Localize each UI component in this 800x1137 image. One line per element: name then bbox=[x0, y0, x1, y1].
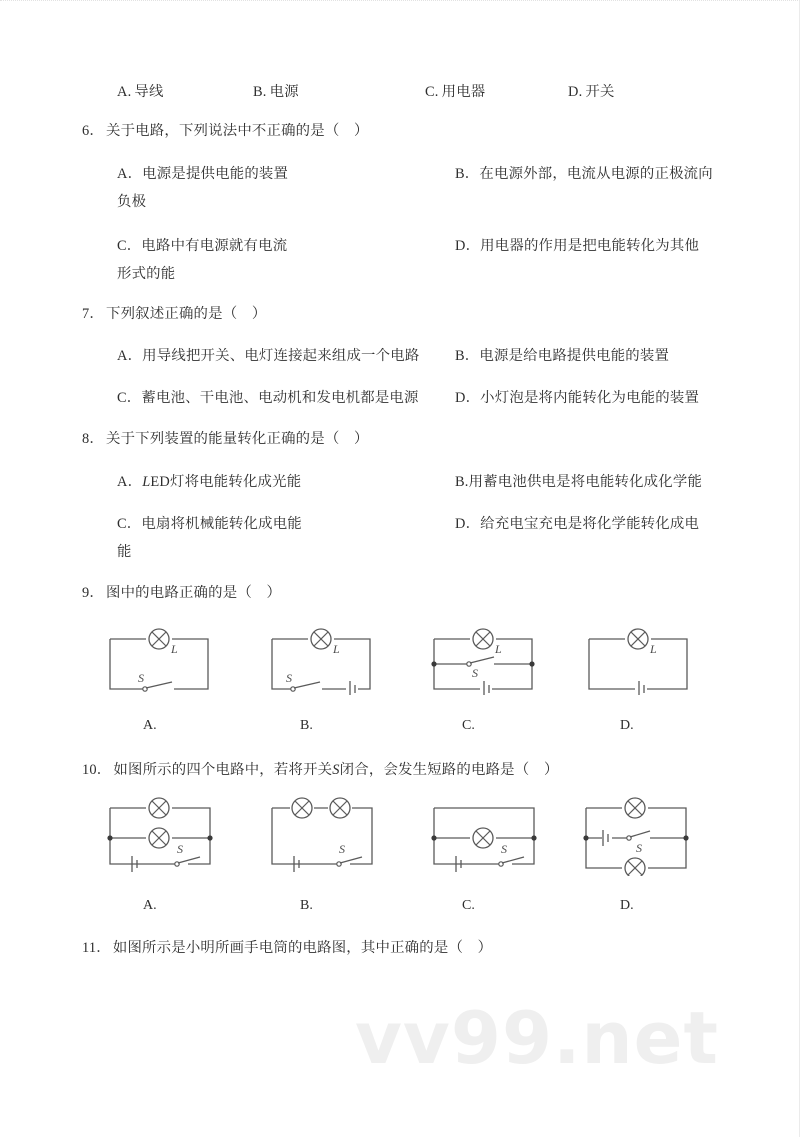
q5-option-d-text: 开关 bbox=[585, 84, 615, 100]
q6-option-a: A．电源是提供电能的装置 bbox=[117, 166, 289, 182]
q6-option-d: D．用电器的作用是把电能转化为其他 bbox=[455, 238, 700, 254]
q5-option-c bbox=[425, 81, 485, 103]
q7-number: 7． bbox=[82, 306, 104, 322]
circuit-9a bbox=[104, 621, 214, 695]
q7-option-d: D．小灯泡是将内能转化为电能的装置 bbox=[455, 390, 700, 406]
q8-stem-text: 关于下列装置的能量转化正确的是（ ） bbox=[106, 431, 369, 447]
q9-choice-letter-d: D. bbox=[620, 718, 634, 733]
circuit-10d bbox=[580, 796, 692, 876]
q5-option-a bbox=[117, 81, 164, 103]
q11-number: 11． bbox=[82, 940, 111, 956]
q5-option-a-label: A. bbox=[117, 84, 132, 100]
q10-choice-letter-b: B. bbox=[300, 898, 313, 913]
q7-option-a: A．用导线把开关、电灯连接起来组成一个电路 bbox=[117, 348, 420, 364]
q8-option-a-italic: L bbox=[142, 474, 151, 490]
q10-number: 10． bbox=[82, 762, 112, 778]
q6-option-c: C．电路中有电源就有电流 bbox=[117, 238, 288, 254]
circuit-10a bbox=[104, 796, 216, 876]
q8-stem bbox=[82, 428, 369, 450]
circuit-9b-switch-label: S bbox=[286, 671, 292, 685]
q8-option-a bbox=[117, 471, 301, 493]
q8-option-c-cont: 能 bbox=[117, 544, 132, 560]
q9-number: 9． bbox=[82, 585, 104, 601]
q10-choice-letter-c: C. bbox=[462, 898, 475, 913]
circuit-10d-switch-label: S bbox=[636, 841, 642, 855]
q11-stem-text: 如图所示是小明所画手电筒的电路图，其中正确的是（ ） bbox=[112, 940, 493, 956]
q10-choice-letter-a: A. bbox=[143, 898, 157, 913]
q6-option-a-cont: 负极 bbox=[117, 194, 147, 210]
q7-stem bbox=[82, 303, 267, 325]
q5-option-b-label: B. bbox=[253, 84, 267, 100]
q8-option-b: B.用蓄电池供电是将电能转化成化学能 bbox=[455, 474, 703, 490]
q9-stem bbox=[82, 582, 281, 604]
q8-option-d: D．给充电宝充电是将化学能转化成电 bbox=[455, 516, 700, 532]
circuit-9a-switch-label: S bbox=[138, 671, 144, 685]
q9-choice-letter-c: C. bbox=[462, 718, 475, 733]
circuit-10b bbox=[266, 796, 378, 876]
circuit-9a-lamp-label: L bbox=[171, 642, 178, 656]
q9-choice-letter-b: B. bbox=[300, 718, 313, 733]
q7-option-c: C．蓄电池、干电池、电动机和发电机都是电源 bbox=[117, 390, 419, 406]
q6-stem bbox=[82, 120, 369, 142]
circuit-10b-switch-label: S bbox=[339, 842, 345, 856]
q9-stem-text: 图中的电路正确的是（ ） bbox=[106, 585, 282, 601]
q8-option-a-text: ED灯将电能转化成光能 bbox=[150, 474, 302, 490]
q6-stem-text: 关于电路，下列说法中不正确的是（ ） bbox=[106, 123, 369, 139]
circuit-9b-lamp-label: L bbox=[333, 642, 340, 656]
q10-stem bbox=[82, 759, 559, 781]
q6-number: 6． bbox=[82, 123, 104, 139]
q5-option-c-label: C. bbox=[425, 84, 439, 100]
q5-option-d-label: D. bbox=[568, 84, 583, 100]
q6-option-c-cont: 形式的能 bbox=[117, 266, 176, 282]
q6-option-b: B．在电源外部，电流从电源的正极流向 bbox=[455, 166, 713, 182]
q5-option-d bbox=[568, 81, 615, 103]
q8-option-a-label: A． bbox=[117, 474, 143, 490]
circuit-10c-switch-label: S bbox=[501, 842, 507, 856]
q7-stem-text: 下列叙述正确的是（ ） bbox=[106, 306, 267, 322]
q8-option-c: C．电扇将机械能转化成电能 bbox=[117, 516, 302, 532]
q5-option-a-text: 导线 bbox=[134, 84, 164, 100]
circuit-9c-lamp-label: L bbox=[495, 642, 502, 656]
q11-stem bbox=[82, 937, 492, 959]
circuit-9c bbox=[428, 621, 538, 695]
circuit-10c bbox=[428, 796, 540, 876]
q10-stem-italic: S bbox=[332, 762, 340, 778]
circuit-9d bbox=[583, 621, 693, 695]
circuit-9c-switch-label: S bbox=[472, 666, 478, 680]
site-watermark: vv99.net bbox=[355, 996, 719, 1080]
q5-option-b-text: 电源 bbox=[269, 84, 299, 100]
q10-choice-letter-d: D. bbox=[620, 898, 634, 913]
q10-stem-pre: 如图所示的四个电路中，若将开关 bbox=[113, 762, 333, 778]
q5-option-b bbox=[253, 81, 299, 103]
q10-stem-post: 闭合，会发生短路的电路是（ ） bbox=[339, 762, 559, 778]
q9-choice-letter-a: A. bbox=[143, 718, 157, 733]
q7-option-b: B．电源是给电路提供电能的装置 bbox=[455, 348, 670, 364]
circuit-9d-lamp-label: L bbox=[650, 642, 657, 656]
q5-option-c-text: 用电器 bbox=[441, 84, 486, 100]
circuit-9b bbox=[266, 621, 376, 695]
circuit-10a-switch-label: S bbox=[177, 842, 183, 856]
q8-number: 8． bbox=[82, 431, 104, 447]
